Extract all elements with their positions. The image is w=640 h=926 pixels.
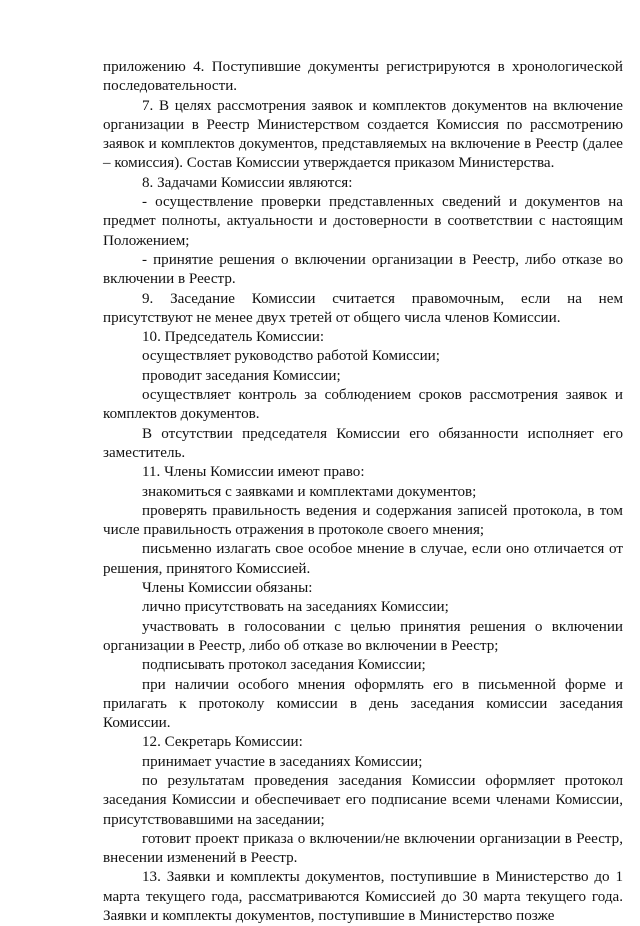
secretary-duty-participate: принимает участие в заседаниях Комиссии; bbox=[142, 753, 423, 770]
paragraph-13-deadlines: 13. Заявки и комплекты документов, поступившие в Министерство до 1 марта текущего года, рассматриваются Комиссией до 30 марта текущего года. Заявки и комплекты документов, поступившие в Министерство позже bbox=[103, 869, 623, 925]
chairman-duty-meetings: проводит заседания Комиссии; bbox=[142, 367, 341, 384]
paragraph-7-commission-creation: 7. В целях рассмотрения заявок и комплектов документов на включение организации в Реестр Министерством создается Комиссия по рассмотрению заявок и комплектов документов, представляемых на включение в Реестр (далее – комиссия). Состав Комиссии утверждается приказом Министерства. bbox=[103, 97, 623, 172]
paragraph-documents-registration: приложению 4. Поступившие документы регистрируются в хронологической последовательности. bbox=[103, 59, 623, 95]
member-right-review: знакомиться с заявками и комплектами документов; bbox=[142, 483, 477, 500]
member-right-dissent: письменно излагать свое особое мнение в случае, если оно отличается от решения, принятого Комиссией. bbox=[103, 541, 623, 577]
member-obligation-attend: лично присутствовать на заседаниях Комиссии; bbox=[142, 599, 449, 616]
paragraph-11-member-rights: 11. Члены Комиссии имеют право: bbox=[142, 464, 365, 481]
member-obligation-vote: участвовать в голосовании с целью принятия решения о включении организации в Реестр, либо об отказе во включении в Реестр; bbox=[103, 618, 623, 654]
member-right-check-protocol: проверять правильность ведения и содержания записей протокола, в том числе правильность отражения в протоколе своего мнения; bbox=[103, 502, 623, 539]
secretary-duty-protocol: по результатам проведения заседания Комиссии оформляет протокол заседания Комиссии и обеспечивает его подписание всеми членами Комиссии, присутствовавшими на заседании; bbox=[103, 772, 623, 828]
document-body bbox=[103, 58, 623, 926]
paragraph-12-secretary: 12. Секретарь Комиссии: bbox=[142, 734, 303, 751]
chairman-duty-management: осуществляет руководство работой Комиссии; bbox=[142, 348, 440, 365]
paragraph-10-chairman: 10. Председатель Комиссии: bbox=[142, 329, 325, 346]
member-obligations-heading: Члены Комиссии обязаны: bbox=[142, 580, 313, 597]
task-decision: - принятие решения о включении организации в Реестр, либо отказе во включении в Реестр. bbox=[103, 251, 623, 288]
paragraph-9-quorum: 9. Заседание Комиссии считается правомочным, если на нем присутствуют не менее двух третей от общего числа членов Комиссии. bbox=[103, 290, 623, 326]
chairman-duty-control: осуществляет контроль за соблюдением сроков рассмотрения заявок и комплектов документов. bbox=[103, 387, 623, 423]
task-verification: - осуществление проверки представленных сведений и документов на предмет полноты, актуальности и достоверности в соответствии с настоящим Положением; bbox=[103, 194, 623, 249]
member-obligation-sign: подписывать протокол заседания Комиссии; bbox=[142, 657, 426, 674]
secretary-duty-order: готовит проект приказа о включении/не включении организации в Реестр, внесении изменений в Реестр. bbox=[103, 830, 623, 867]
member-obligation-dissent-form: при наличии особого мнения оформлять его в письменной форме и прилагать к протоколу комиссии в день заседания комиссии заседания Комиссии. bbox=[103, 676, 623, 732]
paragraph-8-commission-tasks: 8. Задачами Комиссии являются: bbox=[142, 174, 353, 191]
chairman-deputy: В отсутствии председателя Комиссии его обязанности исполняет его заместитель. bbox=[103, 425, 623, 461]
